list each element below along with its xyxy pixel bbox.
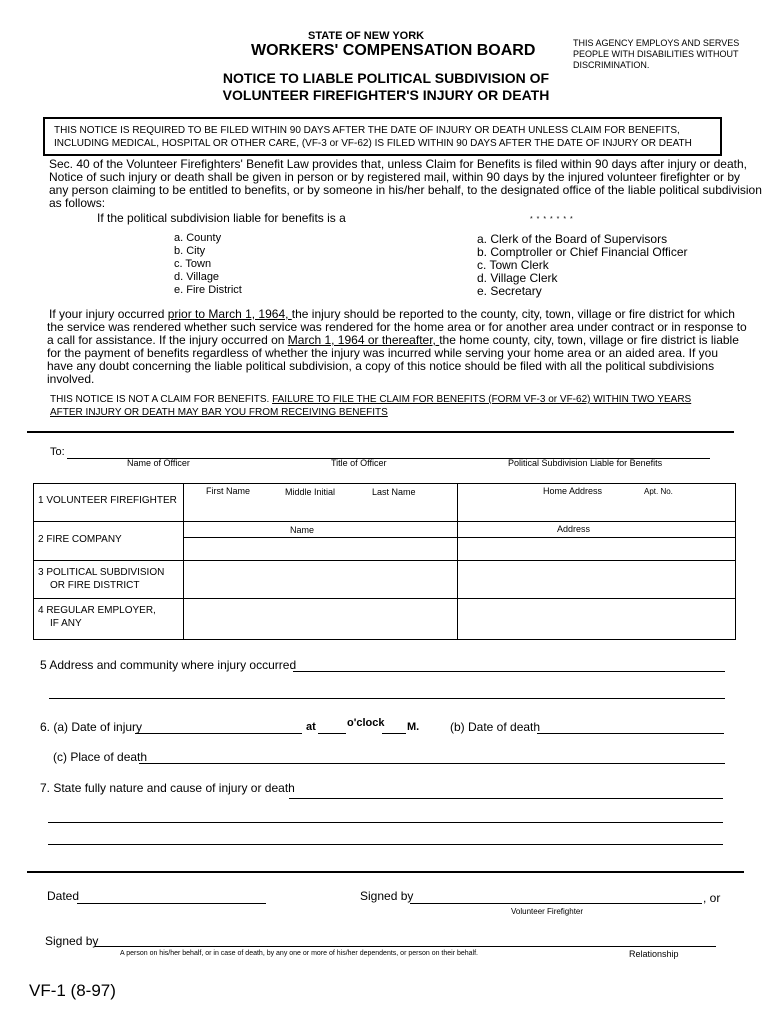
agency-notice: THIS AGENCY EMPLOYS AND SERVES PEOPLE WITH DISABILITIES WITHOUT DISCRIMINATION.: [573, 38, 740, 70]
list-item: c. Town: [174, 258, 212, 270]
list-item: e. Secretary: [477, 284, 542, 298]
section-divider: [27, 871, 744, 873]
sec40-paragraph: Sec. 40 of the Volunteer Firefighters' Benefit Law provides that, unless Claim for Benefits is filed within 90 days after injury or death, Notice of such injury or death shall be given in person or by registered mail, within 90 days by the injured volunteer firefighter or by any person claiming to be entitled to benefits, or by someone in his/her behalf, to the designated office of the liable political subdivision as follows:: [49, 157, 762, 210]
address-header: Address: [557, 524, 591, 534]
political-subdivision-name-input[interactable]: [185, 564, 459, 594]
list-item: b. Comptroller or Chief Financial Officer: [477, 245, 688, 259]
apt-no-header: Apt. No.: [644, 487, 673, 496]
regular-employer-name-input[interactable]: [185, 602, 459, 634]
list-item: c. Town Clerk: [477, 258, 549, 272]
firefighter-name-input[interactable]: [185, 499, 459, 517]
political-subdivision-address-input[interactable]: [459, 564, 736, 594]
last-name-header: Last Name: [372, 487, 416, 497]
warning-text: THIS NOTICE IS NOT A CLAIM FOR BENEFITS. FAILURE TO FILE THE CLAIM FOR BENEFITS (FORM VF-3 or VF-62) WITHIN TWO YEARS AFTER INJURY OR DEATH MAY BAR YOU FROM RECEIVING BENEFITS: [50, 394, 692, 418]
asterisks: * * * * * * *: [530, 216, 574, 223]
to-label: To:: [50, 446, 65, 458]
section-divider: [27, 431, 734, 433]
oclock-label: o'clock: [347, 717, 385, 729]
if-line: If the political subdivision liable for benefits is a: [97, 211, 346, 225]
date-of-injury-input[interactable]: [135, 719, 302, 734]
injury-address-input[interactable]: [293, 657, 725, 672]
fire-company-address-input[interactable]: [459, 540, 736, 558]
title-of-officer-label: Title of Officer: [331, 458, 387, 468]
dated-label: Dated: [47, 889, 80, 903]
form-id: VF-1 (8-97): [29, 981, 116, 1000]
date-of-death-input[interactable]: [537, 719, 724, 734]
list-item: d. Village Clerk: [477, 271, 558, 285]
representative-signature-input[interactable]: [95, 932, 716, 947]
q6a-label: 6. (a) Date of injury: [40, 720, 143, 734]
list-item: e. Fire District: [174, 284, 242, 296]
ampm-input[interactable]: [382, 719, 406, 734]
subdivision-list: [174, 232, 242, 297]
nature-cause-input-line2[interactable]: [48, 808, 723, 823]
firefighter-signature-input[interactable]: [410, 889, 702, 904]
nature-cause-input[interactable]: [289, 784, 723, 799]
name-of-officer-label: Name of Officer: [127, 458, 190, 468]
first-name-header: First Name: [206, 486, 251, 496]
place-of-death-input[interactable]: [139, 749, 725, 764]
list-item: b. City: [174, 245, 206, 257]
row-label-political-subdivision: 3 POLITICAL SUBDIVISION OR FIRE DISTRICT: [38, 567, 165, 591]
table-divider: [33, 560, 735, 561]
dated-input[interactable]: [77, 889, 266, 904]
signed-by-label-2: Signed by: [45, 934, 99, 948]
office-list: [477, 233, 688, 298]
signed-by-label: Signed by: [360, 889, 414, 903]
q6b-label: (b) Date of death: [450, 720, 541, 734]
behalf-note: A person on his/her behalf, or in case of death, by any one or more of his/her dependents, or person on their behalf.: [120, 950, 479, 957]
table-divider: [33, 521, 735, 522]
board-heading: WORKERS' COMPENSATION BOARD: [251, 42, 536, 59]
list-item: d. Village: [174, 271, 220, 283]
row-label-fire-company: 2 FIRE COMPANY: [38, 534, 122, 545]
relationship-label: Relationship: [629, 949, 679, 959]
or-label: , or: [703, 891, 721, 905]
to-input[interactable]: [67, 444, 710, 459]
injury-address-input-line2[interactable]: [49, 684, 725, 699]
injury-paragraph: If your injury occurred prior to March 1, 1964, the injury should be reported to the county, city, town, village or fire district for which the service was rendered whether such service was rendered for the home area or for another area under contract or in response to a call for assistance. If the injury occurred on March 1, 1964 or thereafter, the home county, city, town, village or fire district is liable for the payment of benefits regardless of whether the injury was incurred while serving your home area or an aided area. If you have any doubt concerning the liable political subdivision, a copy of this notice should be filed with all the political subdivisions involved.: [47, 307, 747, 386]
page-title: NOTICE TO LIABLE POLITICAL SUBDIVISION OF VOLUNTEER FIREFIGHTER'S INJURY OR DEATH: [222, 70, 550, 103]
q5-label: 5 Address and community where injury occurred: [40, 658, 297, 672]
fire-company-name-input[interactable]: [185, 540, 459, 558]
row-label-regular-employer: 4 REGULAR EMPLOYER, IF ANY: [38, 605, 156, 629]
firefighter-address-input[interactable]: [459, 499, 736, 517]
q6c-label: (c) Place of death: [53, 750, 148, 764]
list-item: a. County: [174, 232, 222, 244]
q7-label: 7. State fully nature and cause of injury or death: [40, 781, 295, 795]
m-label: M.: [407, 721, 420, 733]
regular-employer-address-input[interactable]: [459, 602, 736, 634]
state-heading: STATE OF NEW YORK: [308, 30, 425, 42]
hour-input[interactable]: [318, 719, 346, 734]
table-divider: [183, 537, 735, 538]
table-divider: [33, 598, 735, 599]
list-item: a. Clerk of the Board of Supervisors: [477, 232, 668, 246]
row-label-firefighter: 1 VOLUNTEER FIREFIGHTER: [38, 495, 177, 506]
political-subdivision-label: Political Subdivision Liable for Benefits: [508, 458, 663, 468]
nature-cause-input-line3[interactable]: [48, 830, 723, 845]
middle-initial-header: Middle Initial: [285, 487, 336, 497]
volunteer-firefighter-label: Volunteer Firefighter: [511, 907, 584, 916]
table-divider: [183, 483, 184, 639]
at-label: at: [306, 721, 316, 733]
name-header: Name: [290, 525, 315, 535]
home-address-header: Home Address: [543, 486, 603, 496]
notice-box: THIS NOTICE IS REQUIRED TO BE FILED WITHIN 90 DAYS AFTER THE DATE OF INJURY OR DEATH UNLESS CLAIM FOR BENEFITS, INCLUDING MEDICAL, HOSPITAL OR OTHER CARE, (VF-3 or VF-62) IS FILED WITHIN 90 DAYS AFTER THE DATE OF INJURY OR DEATH: [43, 117, 722, 156]
